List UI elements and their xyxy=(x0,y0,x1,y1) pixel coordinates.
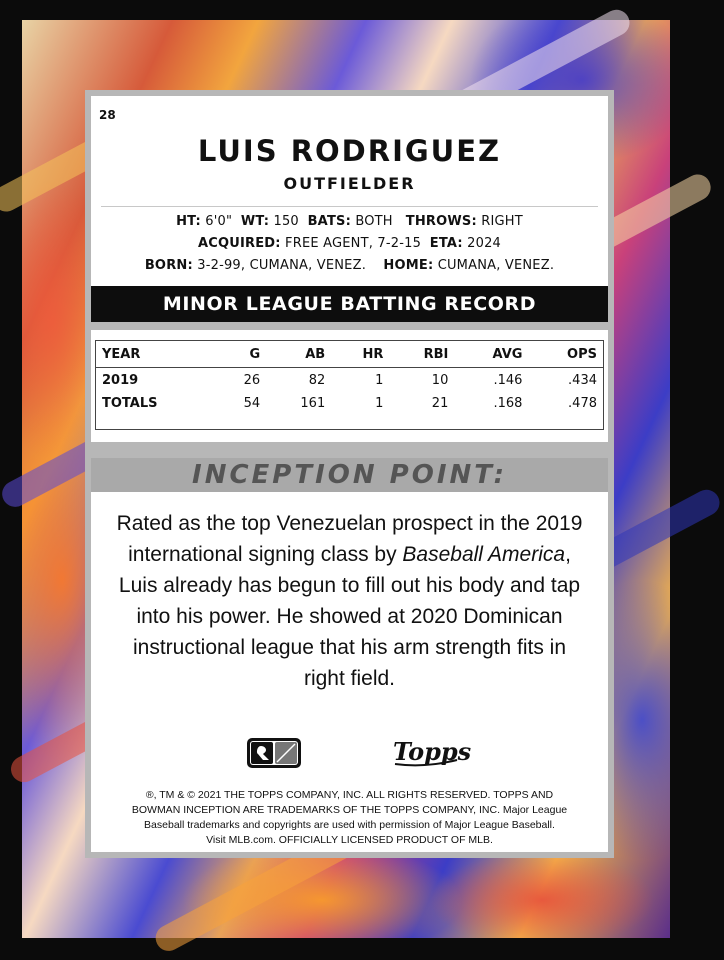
bio-line-2 xyxy=(91,236,608,251)
legal-line: ®, TM & © 2021 THE TOPPS COMPANY, INC. ALL RIGHTS RESERVED. TOPPS AND xyxy=(145,789,554,801)
stats-title-bar: MINOR LEAGUE BATTING RECORD xyxy=(91,286,608,322)
cell: 1 xyxy=(375,372,384,388)
cell: 161 xyxy=(300,396,326,412)
eta-label: ETA: xyxy=(429,236,463,251)
legal-text xyxy=(105,788,594,848)
inception-point-header: INCEPTION POINT: xyxy=(91,458,608,492)
stats-box xyxy=(91,330,608,442)
cell: .168 xyxy=(493,396,523,412)
cell: 82 xyxy=(308,372,326,388)
ht-value: 6'0" xyxy=(205,214,233,229)
wt-label: WT: xyxy=(240,214,270,229)
topps-logo-icon xyxy=(391,736,472,768)
player-position: OUTFIELDER xyxy=(283,174,416,193)
home-value: CUMANA, VENEZ. xyxy=(437,258,555,273)
content-panel xyxy=(85,90,614,858)
player-blurb xyxy=(113,508,586,694)
acquired-label: ACQUIRED: xyxy=(197,236,281,251)
cell: 26 xyxy=(243,372,261,388)
eta-value: 2024 xyxy=(467,236,502,251)
header-box xyxy=(91,96,608,286)
legal-line: BOWMAN INCEPTION ARE TRADEMARKS OF THE TOPPS COMPANY, INC. Major League xyxy=(131,804,568,816)
born-value: 3-2-99, CUMANA, VENEZ. xyxy=(197,258,367,273)
throws-value: RIGHT xyxy=(481,214,523,229)
cell: 1 xyxy=(375,396,384,412)
card-number: 28 xyxy=(99,108,116,122)
legal-line: Visit MLB.com. OFFICIALLY LICENSED PRODUCT OF MLB. xyxy=(206,834,493,846)
card-back xyxy=(22,20,670,938)
col-header: YEAR xyxy=(96,341,216,368)
col-header: HR xyxy=(331,341,389,368)
cell: 21 xyxy=(431,396,449,412)
ht-label: HT: xyxy=(176,214,201,229)
cell: .478 xyxy=(568,396,597,412)
cell: 2019 xyxy=(102,372,139,388)
table-spacer xyxy=(96,416,604,430)
player-name: LUIS RODRIGUEZ xyxy=(197,134,502,168)
col-header: G xyxy=(216,341,266,368)
cell: 10 xyxy=(431,372,449,388)
blurb-italic: Baseball America xyxy=(402,543,566,566)
cell: 54 xyxy=(243,396,261,412)
table-row xyxy=(96,368,604,392)
bio-line-1 xyxy=(91,214,608,229)
col-header: AVG xyxy=(454,341,528,368)
acquired-value: FREE AGENT, 7-2-15 xyxy=(285,236,422,251)
wt-value: 150 xyxy=(273,214,299,229)
bats-value: BOTH xyxy=(355,214,393,229)
col-header: AB xyxy=(266,341,331,368)
stats-table xyxy=(95,340,604,430)
blurb-text: , Luis already has begun to fill out his body and tap into his power. He showed at 2020 Dominican instructional league that his arm strength fits in right field. xyxy=(118,543,581,690)
blurb-box xyxy=(91,492,608,852)
col-header: OPS xyxy=(528,341,603,368)
divider xyxy=(101,206,598,207)
throws-label: THROWS: xyxy=(405,214,477,229)
mlb-logo-icon xyxy=(247,738,301,768)
table-row xyxy=(96,392,604,416)
stats-header-row xyxy=(96,341,604,368)
bio-line-3 xyxy=(91,258,608,273)
home-label: HOME: xyxy=(383,258,434,273)
legal-line: Baseball trademarks and copyrights are used with permission of Major League Baseball. xyxy=(144,819,555,831)
cell: .146 xyxy=(493,372,523,388)
blurb-text: Rated as the top Venezuelan prospect in the 2019 international signing class by xyxy=(116,512,583,566)
bats-label: BATS: xyxy=(307,214,351,229)
topps-logo-text: Topps xyxy=(393,737,472,766)
born-label: BORN: xyxy=(144,258,193,273)
col-header: RBI xyxy=(389,341,454,368)
cell: .434 xyxy=(568,372,597,388)
cell: TOTALS xyxy=(102,396,158,412)
